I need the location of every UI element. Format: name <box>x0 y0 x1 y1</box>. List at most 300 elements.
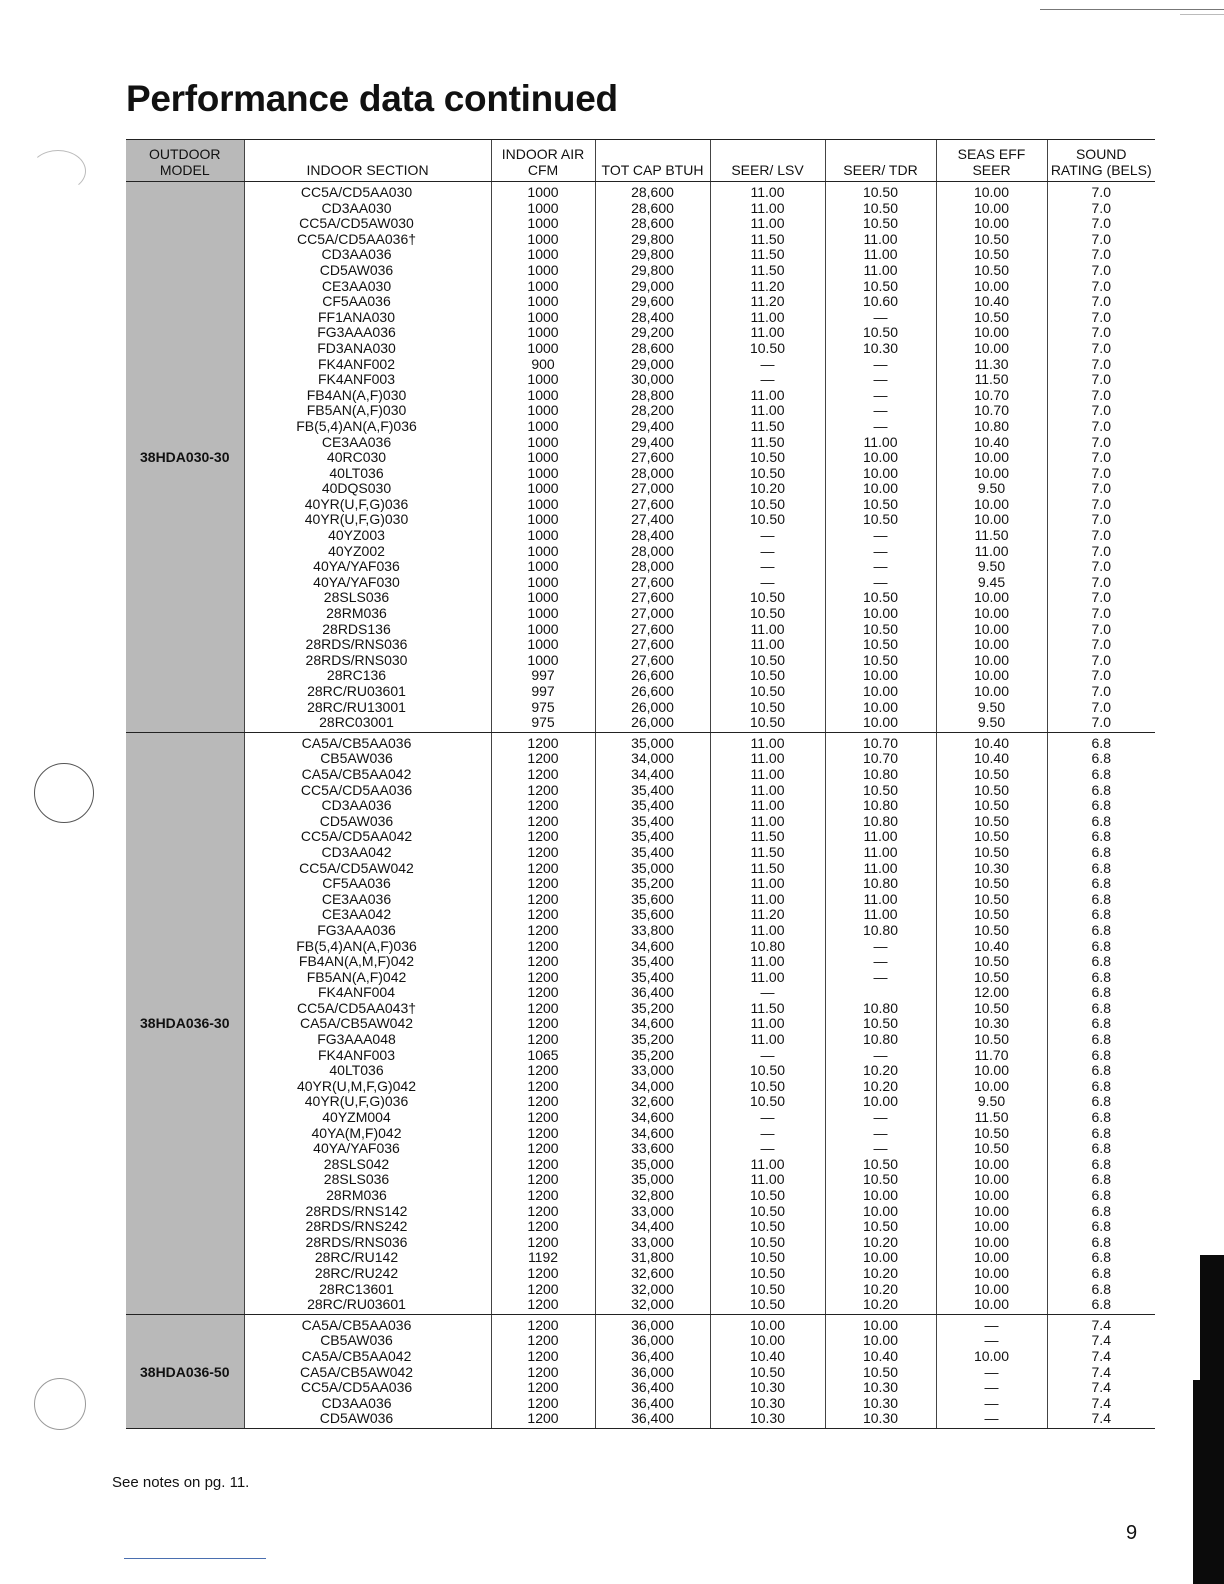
indoor-section-value: FF1ANA030 <box>317 308 396 325</box>
indoor-section-value: 40YZ002 <box>328 542 385 559</box>
seer-lsv-value: 11.20 <box>750 906 785 923</box>
tot-cap-btuh-value: 36,400 <box>631 1347 674 1364</box>
indoor-air-cfm-value: 1000 <box>527 651 559 668</box>
tot-cap-btuh-value: 35,400 <box>631 953 674 970</box>
indoor-air-cfm-value: 1000 <box>527 620 559 637</box>
sound-rating-value: 6.8 <box>1091 875 1111 892</box>
sound-rating-value: 7.0 <box>1091 464 1111 481</box>
sound-rating-value: 6.8 <box>1091 1280 1111 1297</box>
seer-lsv-column-cell <box>710 182 825 733</box>
seer-tdr-column-cell <box>825 182 936 733</box>
seer-lsv-value: — <box>760 542 775 559</box>
seer-lsv-value: 11.00 <box>750 1171 785 1188</box>
seas-eff-seer-value: 10.70 <box>973 386 1010 403</box>
indoor-section-value: 40LT036 <box>329 1062 384 1079</box>
tot-cap-btuh-value: 35,200 <box>631 1031 674 1048</box>
indoor-section-value: 40YZM004 <box>322 1109 391 1126</box>
seer-tdr-value: 11.00 <box>863 246 898 263</box>
indoor-section-value: FB5AN(A,F)030 <box>306 402 407 419</box>
indoor-section-value: 28RC/RU03601 <box>307 1296 406 1313</box>
indoor-section-value: FK4ANF003 <box>317 1046 396 1063</box>
sound-rating-column-cell <box>1047 732 1155 1314</box>
seer-lsv-value: 11.50 <box>750 859 785 876</box>
tot-cap-btuh-value: 34,400 <box>631 765 674 782</box>
indoor-section-value: 40YR(U,F,G)036 <box>304 1093 409 1110</box>
indoor-air-cfm-value: 1000 <box>527 230 559 247</box>
seas-eff-seer-value: 10.00 <box>973 1280 1010 1297</box>
tot-cap-btuh-value: 33,000 <box>631 1062 674 1079</box>
indoor-section-value: CD3AA030 <box>321 199 392 216</box>
sound-rating-value: 7.0 <box>1091 698 1111 715</box>
outdoor-model-cell: 38HDA036-50 <box>126 1314 244 1428</box>
top-rule-faint <box>1180 14 1224 15</box>
indoor-section-value: 40LT036 <box>329 464 384 481</box>
tot-cap-btuh-column-cell <box>595 182 710 733</box>
seer-lsv-value: 11.00 <box>750 953 785 970</box>
indoor-section-value: 28RC136 <box>326 667 387 684</box>
indoor-air-cfm-value: 1000 <box>527 293 559 310</box>
indoor-air-cfm-value: 1000 <box>527 199 559 216</box>
seer-tdr-value: 10.00 <box>862 449 899 466</box>
indoor-air-cfm-value: 1200 <box>527 1171 559 1188</box>
indoor-section-value: 28RDS136 <box>322 620 391 637</box>
seer-lsv-value: 10.50 <box>749 1233 786 1250</box>
seas-eff-seer-value: 10.00 <box>973 324 1010 341</box>
indoor-air-cfm-value: 997 <box>531 683 555 699</box>
tot-cap-btuh-value: 29,400 <box>631 433 674 450</box>
indoor-air-cfm-value: 1200 <box>527 921 559 938</box>
sound-rating-value: 7.0 <box>1091 246 1111 263</box>
seas-eff-seer-value: 10.30 <box>973 859 1010 876</box>
indoor-section-value: CD3AA036 <box>321 1394 392 1411</box>
seas-eff-seer-value: 11.70 <box>974 1046 1009 1063</box>
seer-tdr-value: 10.70 <box>862 734 899 751</box>
seer-lsv-value: 10.30 <box>749 1410 786 1427</box>
seer-tdr-value: — <box>873 542 888 559</box>
seer-tdr-value: 10.00 <box>862 1187 899 1203</box>
indoor-section-value: 40YZ003 <box>328 527 385 544</box>
seer-tdr-value: — <box>873 371 888 388</box>
sound-rating-value: 6.8 <box>1091 1202 1111 1219</box>
seas-eff-seer-value: 10.50 <box>973 812 1010 829</box>
indoor-section-value: FK4ANF004 <box>317 984 396 1001</box>
seer-tdr-value: — <box>873 417 888 434</box>
outdoor-model-group <box>126 1314 1155 1428</box>
seas-eff-seer-value: — <box>984 1332 999 1349</box>
sound-rating-value: 6.8 <box>1091 843 1111 860</box>
tot-cap-btuh-value: 28,800 <box>631 386 674 403</box>
tot-cap-btuh-value: 32,000 <box>631 1280 674 1297</box>
tot-cap-btuh-value: 35,200 <box>631 875 674 892</box>
tot-cap-btuh-value: 27,600 <box>631 449 674 466</box>
seer-lsv-value: 11.00 <box>750 1155 785 1172</box>
seas-eff-seer-value: — <box>984 1379 999 1396</box>
performance-table <box>126 139 1155 1429</box>
seer-lsv-value: 10.40 <box>749 1347 786 1364</box>
sound-rating-value: 6.8 <box>1091 750 1111 767</box>
indoor-air-cfm-value: 1200 <box>527 984 559 1001</box>
seer-lsv-value: 10.50 <box>749 464 786 481</box>
seer-tdr-value: 10.50 <box>862 1171 899 1188</box>
sound-rating-value: 6.8 <box>1091 1109 1111 1126</box>
outdoor-model-cell: 38HDA036-30 <box>126 732 244 1314</box>
seer-tdr-value: 10.80 <box>862 812 899 829</box>
indoor-section-value: FD3ANA030 <box>317 339 396 356</box>
seer-lsv-value: 10.50 <box>749 339 786 356</box>
indoor-section-value: FB4AN(A,F)030 <box>306 386 407 403</box>
binder-hole-mark <box>30 150 86 192</box>
indoor-air-cfm-value: 1000 <box>527 215 559 232</box>
sound-rating-value: 7.0 <box>1091 277 1111 294</box>
seas-eff-seer-value: 10.40 <box>973 750 1010 767</box>
tot-cap-btuh-value: 33,000 <box>631 1233 674 1250</box>
seer-tdr-value: 10.30 <box>862 1394 899 1411</box>
sound-rating-value: 7.0 <box>1091 324 1111 341</box>
seas-eff-seer-value: 10.00 <box>973 1171 1010 1188</box>
seas-eff-seer-value: 11.00 <box>974 542 1009 559</box>
seer-lsv-value: 11.00 <box>750 890 785 907</box>
seer-tdr-value: 10.00 <box>862 464 899 481</box>
indoor-section-value: FB4AN(A,M,F)042 <box>298 953 415 970</box>
seer-lsv-value: 10.50 <box>749 651 786 668</box>
indoor-section-value: CF5AA036 <box>322 875 391 892</box>
seer-lsv-value: — <box>760 573 775 590</box>
tot-cap-btuh-value: 29,800 <box>631 246 674 263</box>
seas-eff-seer-value: 10.50 <box>973 1124 1010 1141</box>
indoor-section-value: CE3AA030 <box>321 277 392 294</box>
indoor-section-value: FG3AAA048 <box>317 1031 396 1048</box>
indoor-section-value: CC5A/CD5AW030 <box>299 215 414 232</box>
seer-tdr-value: — <box>873 386 888 403</box>
tot-cap-btuh-column-cell <box>595 1314 710 1428</box>
tot-cap-btuh-value: 26,000 <box>631 714 674 731</box>
sound-rating-value: 7.4 <box>1091 1363 1111 1380</box>
seer-lsv-value: 10.20 <box>749 480 786 497</box>
seer-tdr-value: 10.50 <box>862 184 899 200</box>
outdoor-model-group <box>126 732 1155 1314</box>
tot-cap-btuh-value: 26,000 <box>631 698 674 715</box>
indoor-air-cfm-value: 1000 <box>527 277 559 294</box>
indoor-air-cfm-value: 1200 <box>527 1264 559 1281</box>
seas-eff-seer-value: 10.00 <box>973 605 1010 622</box>
indoor-section-value: 28RC/RU242 <box>314 1264 399 1281</box>
seas-eff-seer-value: 9.50 <box>977 698 1006 715</box>
tot-cap-btuh-value: 29,000 <box>631 277 674 294</box>
tot-cap-btuh-value: 36,400 <box>631 984 674 1001</box>
seer-tdr-value: 10.00 <box>862 667 899 684</box>
indoor-air-cfm-value: 1000 <box>527 324 559 341</box>
seer-tdr-value: — <box>873 1109 888 1126</box>
seer-tdr-value: 10.50 <box>862 215 899 232</box>
sound-rating-value: 6.8 <box>1091 765 1111 782</box>
indoor-section-column-cell <box>244 1314 491 1428</box>
sound-rating-value: 6.8 <box>1091 1015 1111 1032</box>
indoor-section-value: 40YR(U,F,G)030 <box>304 511 409 528</box>
seas-eff-seer-value: 10.00 <box>973 1264 1010 1281</box>
indoor-air-cfm-value: 1200 <box>527 1410 559 1427</box>
seas-eff-seer-value: 10.50 <box>973 906 1010 923</box>
seer-lsv-value: 11.00 <box>750 750 785 767</box>
indoor-air-cfm-value: 1200 <box>527 1280 559 1297</box>
tot-cap-btuh-value: 29,200 <box>631 324 674 341</box>
indoor-air-cfm-value: 1000 <box>527 495 559 512</box>
indoor-section-value: FK4ANF002 <box>317 355 396 372</box>
indoor-air-cfm-value: 1200 <box>527 781 559 798</box>
indoor-air-cfm-value: 1200 <box>527 750 559 767</box>
indoor-air-cfm-value: 1000 <box>527 261 559 278</box>
seer-lsv-value: 10.50 <box>749 1187 786 1203</box>
sound-rating-value: 7.4 <box>1091 1347 1111 1364</box>
sound-rating-value: 6.8 <box>1091 1031 1111 1048</box>
header-indoor-section: INDOOR SECTION <box>244 140 491 182</box>
indoor-air-cfm-value: 1200 <box>527 953 559 970</box>
sound-rating-value: 6.8 <box>1091 984 1111 1001</box>
tot-cap-btuh-value: 27,400 <box>631 511 674 528</box>
indoor-section-value: CB5AW036 <box>320 1332 393 1349</box>
seas-eff-seer-value: 10.00 <box>973 683 1010 699</box>
tot-cap-btuh-column-cell <box>595 732 710 1314</box>
indoor-section-value: CA5A/CB5AA042 <box>301 765 412 782</box>
indoor-section-value: FG3AAA036 <box>317 921 396 938</box>
tot-cap-btuh-value: 35,600 <box>631 906 674 923</box>
seas-eff-seer-column-cell <box>936 732 1047 1314</box>
sound-rating-value: 7.0 <box>1091 480 1111 497</box>
indoor-air-cfm-value: 1065 <box>527 1046 559 1063</box>
seer-tdr-value: — <box>873 573 888 590</box>
header-indoor-air-cfm: INDOOR AIR CFM <box>491 140 595 182</box>
seas-eff-seer-value: 10.50 <box>973 875 1010 892</box>
seer-lsv-column-cell <box>710 732 825 1314</box>
tot-cap-btuh-value: 32,600 <box>631 1093 674 1110</box>
seer-lsv-value: 11.50 <box>750 230 785 247</box>
seas-eff-seer-value: — <box>984 1394 999 1411</box>
seas-eff-seer-value: 10.40 <box>973 293 1010 310</box>
header-seer-lsv: SEER/ LSV <box>710 140 825 182</box>
sound-rating-value: 6.8 <box>1091 797 1111 814</box>
seer-lsv-value: — <box>760 371 775 388</box>
seer-lsv-value: 11.00 <box>750 968 785 985</box>
seer-lsv-value: 11.00 <box>750 875 785 892</box>
tot-cap-btuh-value: 35,000 <box>631 734 674 751</box>
indoor-section-value: CD5AW036 <box>319 261 394 278</box>
seas-eff-seer-value: 10.00 <box>973 1233 1010 1250</box>
indoor-section-value: 28RDS/RNS030 <box>305 651 408 668</box>
sound-rating-value: 7.0 <box>1091 215 1111 232</box>
seer-tdr-value: 10.50 <box>862 1218 899 1235</box>
seer-tdr-value: 10.50 <box>862 1363 899 1380</box>
tot-cap-btuh-value: 28,000 <box>631 464 674 481</box>
seas-eff-seer-value: 11.50 <box>974 1109 1009 1126</box>
tot-cap-btuh-value: 28,600 <box>631 199 674 216</box>
seer-lsv-value: 10.50 <box>749 495 786 512</box>
seer-tdr-value: — <box>873 968 888 985</box>
seer-tdr-value: 10.50 <box>862 277 899 294</box>
page-number: 9 <box>1126 1522 1138 1544</box>
indoor-section-value: CC5A/CD5AA042 <box>300 828 413 845</box>
seas-eff-seer-value: 9.45 <box>977 573 1006 590</box>
indoor-air-cfm-value: 1000 <box>527 308 559 325</box>
indoor-section-value: 28RDS/RNS036 <box>305 1233 408 1250</box>
indoor-air-cfm-value: 1200 <box>527 1332 559 1349</box>
tot-cap-btuh-value: 35,200 <box>631 1046 674 1063</box>
sound-rating-value: 6.8 <box>1091 968 1111 985</box>
seer-lsv-value: 10.50 <box>749 698 786 715</box>
seer-lsv-value: 11.00 <box>750 386 785 403</box>
seas-eff-seer-value: 10.00 <box>973 1218 1010 1235</box>
indoor-section-value: CA5A/CB5AW042 <box>299 1015 414 1032</box>
indoor-air-cfm-value: 997 <box>531 667 555 684</box>
seer-lsv-value: — <box>760 527 775 544</box>
seer-tdr-value: 10.50 <box>862 1155 899 1172</box>
indoor-section-value: CC5A/CD5AA036 <box>300 781 413 798</box>
seer-lsv-value: 10.50 <box>749 449 786 466</box>
seer-lsv-value: — <box>760 558 775 575</box>
tot-cap-btuh-value: 29,000 <box>631 355 674 372</box>
seer-tdr-value: 10.00 <box>862 1093 899 1110</box>
seas-eff-seer-value: 10.80 <box>973 417 1010 434</box>
seer-lsv-value: — <box>760 355 775 372</box>
seer-tdr-value: 10.20 <box>862 1077 899 1094</box>
indoor-section-value: CA5A/CB5AA036 <box>301 1316 412 1333</box>
seer-tdr-value: 10.50 <box>862 199 899 216</box>
indoor-section-value: 28RM036 <box>326 605 387 622</box>
seer-tdr-value: — <box>873 527 888 544</box>
sound-rating-value: 7.4 <box>1091 1316 1111 1333</box>
sound-rating-value: 7.0 <box>1091 573 1111 590</box>
indoor-air-cfm-value: 1000 <box>527 371 559 388</box>
seas-eff-seer-value: 10.00 <box>973 495 1010 512</box>
seas-eff-seer-value: 10.50 <box>973 968 1010 985</box>
seer-lsv-value: 10.50 <box>749 667 786 684</box>
tot-cap-btuh-value: 32,000 <box>631 1296 674 1313</box>
seer-lsv-value: 11.00 <box>750 308 785 325</box>
seer-lsv-value: 11.00 <box>750 1031 785 1048</box>
seer-tdr-value: 10.50 <box>862 651 899 668</box>
seer-lsv-value: 10.50 <box>749 714 786 731</box>
seer-tdr-value: 11.00 <box>863 890 898 907</box>
sound-rating-value: 6.8 <box>1091 781 1111 798</box>
sound-rating-value: 7.0 <box>1091 667 1111 684</box>
indoor-air-cfm-value: 1000 <box>527 511 559 528</box>
seas-eff-seer-value: 10.50 <box>973 1031 1010 1048</box>
seer-tdr-value: 10.30 <box>862 1379 899 1396</box>
seer-tdr-value: 10.00 <box>862 1249 899 1266</box>
tot-cap-btuh-value: 28,400 <box>631 308 674 325</box>
sound-rating-column-cell <box>1047 1314 1155 1428</box>
tot-cap-btuh-value: 35,200 <box>631 999 674 1016</box>
seer-tdr-value: 10.30 <box>862 339 899 356</box>
indoor-air-cfm-value: 1200 <box>527 1218 559 1235</box>
sound-rating-value: 7.0 <box>1091 542 1111 559</box>
seas-eff-seer-value: 11.50 <box>974 527 1009 544</box>
sound-rating-value: 7.0 <box>1091 511 1111 528</box>
seer-tdr-value: 10.20 <box>862 1296 899 1313</box>
indoor-section-value: CA5A/CB5AW042 <box>299 1363 414 1380</box>
indoor-air-cfm-value: 1200 <box>527 797 559 814</box>
seer-tdr-value: 11.00 <box>863 843 898 860</box>
indoor-air-cfm-value: 1200 <box>527 1015 559 1032</box>
sound-rating-value: 6.8 <box>1091 812 1111 829</box>
tot-cap-btuh-value: 36,400 <box>631 1379 674 1396</box>
sound-rating-value: 6.8 <box>1091 1046 1111 1063</box>
seer-lsv-value: 11.20 <box>750 277 785 294</box>
seas-eff-seer-value: 9.50 <box>977 714 1006 731</box>
indoor-air-cfm-value: 1200 <box>527 1140 559 1157</box>
indoor-section-value: 28SLS036 <box>323 1171 390 1188</box>
seer-lsv-value: 10.50 <box>749 1202 786 1219</box>
seas-eff-seer-value: 10.00 <box>973 636 1010 653</box>
indoor-air-cfm-value: 900 <box>531 355 555 372</box>
seer-tdr-value: 10.40 <box>862 1347 899 1364</box>
seas-eff-seer-value: 10.00 <box>973 1062 1010 1079</box>
seer-lsv-value: 10.50 <box>749 1062 786 1079</box>
seer-lsv-value: 11.00 <box>750 636 785 653</box>
seer-lsv-value: 11.00 <box>750 199 785 216</box>
seer-tdr-value: 10.80 <box>862 765 899 782</box>
seer-lsv-value: 10.80 <box>749 937 786 954</box>
outdoor-model-cell: 38HDA030-30 <box>126 182 244 733</box>
sound-rating-value: 6.8 <box>1091 1077 1111 1094</box>
sound-rating-value: 7.4 <box>1091 1379 1111 1396</box>
tot-cap-btuh-value: 35,400 <box>631 843 674 860</box>
indoor-air-cfm-value: 1000 <box>527 480 559 497</box>
seas-eff-seer-value: 10.30 <box>973 1015 1010 1032</box>
sound-rating-value: 7.4 <box>1091 1394 1111 1411</box>
indoor-section-value: CC5A/CD5AA036 <box>300 1379 413 1396</box>
tot-cap-btuh-value: 33,000 <box>631 1202 674 1219</box>
indoor-air-cfm-value: 975 <box>531 714 555 731</box>
seer-tdr-value: 10.50 <box>862 636 899 653</box>
seer-lsv-value: 10.50 <box>749 1218 786 1235</box>
tot-cap-btuh-value: 28,600 <box>631 339 674 356</box>
indoor-air-cfm-value: 1000 <box>527 417 559 434</box>
indoor-section-value: FB(5,4)AN(A,F)036 <box>296 937 417 954</box>
indoor-air-cfm-column-cell <box>491 182 595 733</box>
seer-lsv-value: 11.00 <box>750 765 785 782</box>
sound-rating-value: 6.8 <box>1091 890 1111 907</box>
sound-rating-value: 6.8 <box>1091 1249 1111 1266</box>
seer-lsv-value: 11.50 <box>750 999 785 1016</box>
binder-hole <box>34 763 94 823</box>
seer-tdr-value: 10.00 <box>862 698 899 715</box>
seer-tdr-value: 11.00 <box>863 433 898 450</box>
indoor-section-value: FG3AAA036 <box>317 324 396 341</box>
header-seas-eff-seer: SEAS EFF SEER <box>936 140 1047 182</box>
seer-lsv-value: 11.00 <box>750 797 785 814</box>
seas-eff-seer-value: 10.00 <box>973 1296 1010 1313</box>
seer-tdr-value: 10.20 <box>862 1062 899 1079</box>
tot-cap-btuh-value: 28,400 <box>631 527 674 544</box>
seas-eff-seer-value: 10.00 <box>973 1347 1010 1364</box>
indoor-air-cfm-value: 1192 <box>527 1249 559 1266</box>
indoor-section-column-cell <box>244 732 491 1314</box>
seas-eff-seer-value: 10.00 <box>973 184 1010 200</box>
tot-cap-btuh-value: 32,800 <box>631 1187 674 1203</box>
tot-cap-btuh-value: 35,400 <box>631 812 674 829</box>
tot-cap-btuh-value: 30,000 <box>631 371 674 388</box>
seer-lsv-value: 10.00 <box>749 1332 786 1349</box>
indoor-section-value: 28RC03001 <box>319 714 394 731</box>
seas-eff-seer-value: 11.50 <box>974 371 1009 388</box>
tot-cap-btuh-value: 36,000 <box>631 1332 674 1349</box>
seer-tdr-value: 10.00 <box>862 714 899 731</box>
indoor-air-cfm-value: 1200 <box>527 1077 559 1094</box>
indoor-air-cfm-value: 1200 <box>527 1155 559 1172</box>
seer-tdr-value: — <box>873 355 888 372</box>
indoor-air-cfm-value: 1200 <box>527 1316 559 1333</box>
indoor-section-value: 28RC/RU03601 <box>307 683 406 699</box>
seer-tdr-value: 10.50 <box>862 620 899 637</box>
